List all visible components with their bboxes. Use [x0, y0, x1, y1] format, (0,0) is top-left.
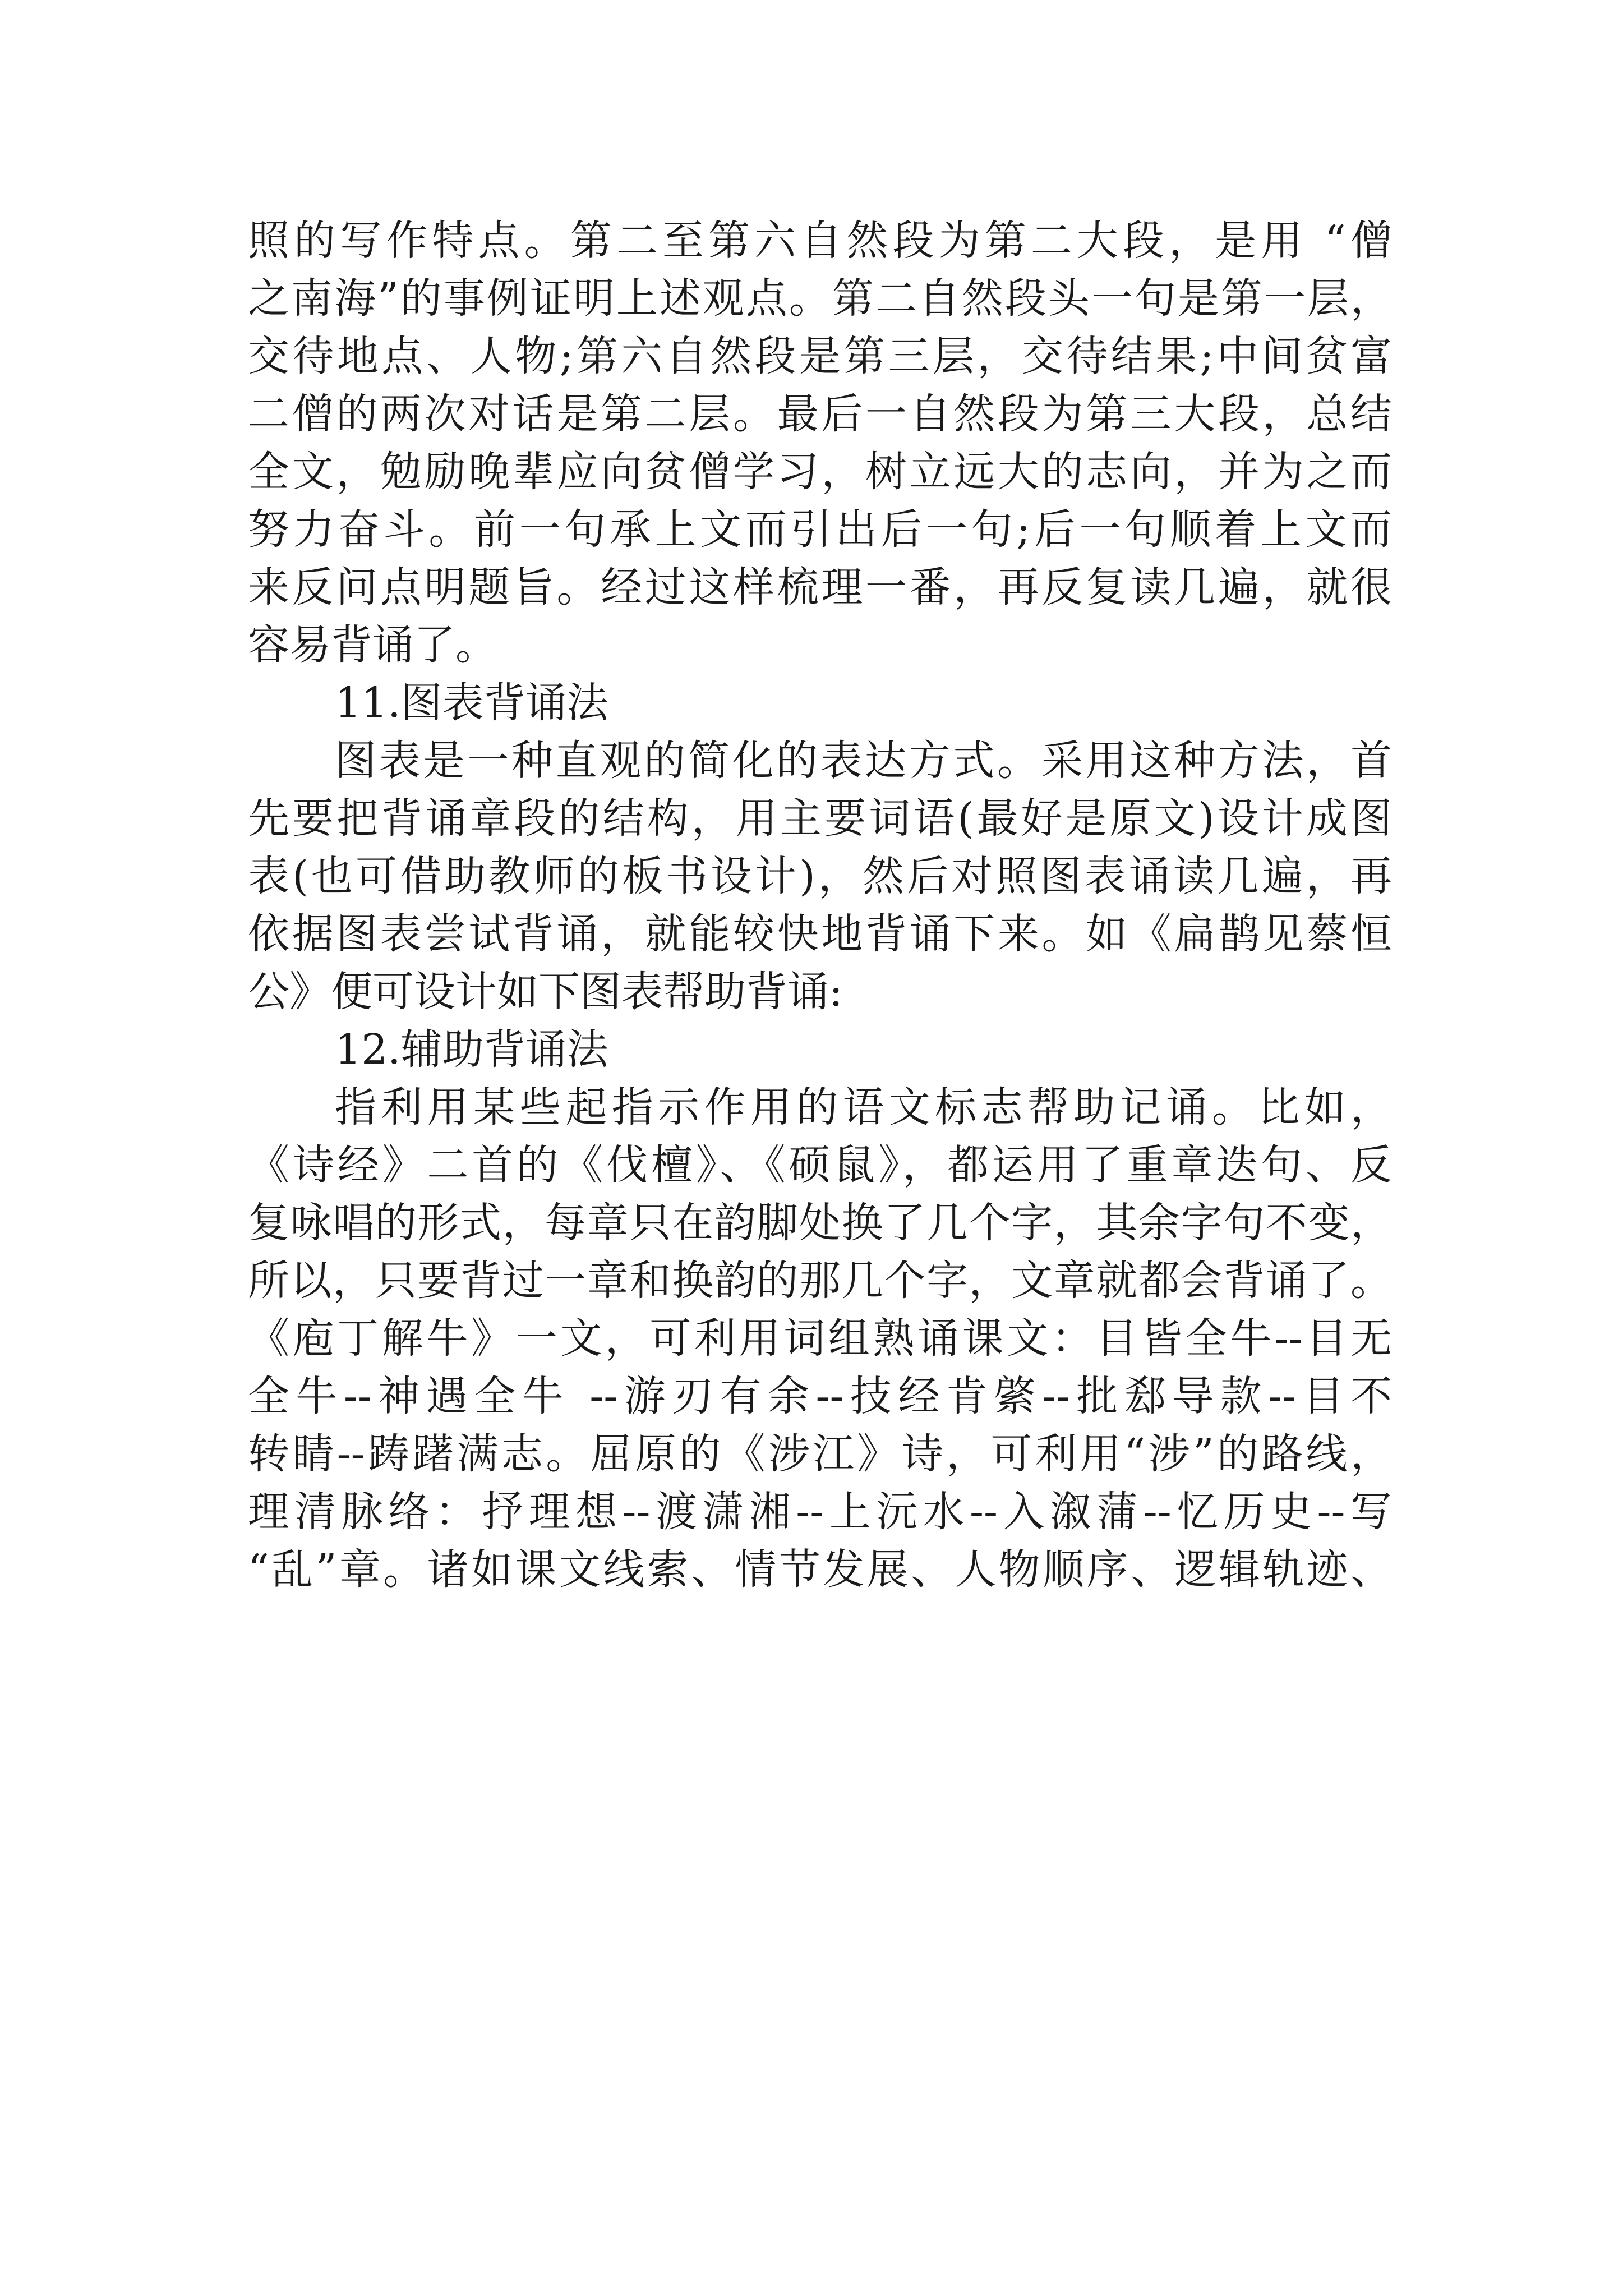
text-line: 依据图表尝试背诵，就能较快地背诵下来。如《扁鹊见蔡恒 [248, 910, 1392, 958]
text-line: 努力奋斗。前一句承上文而引出后一句;后一句顺着上文而 [248, 505, 1392, 554]
text-line: 理清脉络：抒理想--渡潇湘--上沅水--入溆蒲--忆历史--写 [248, 1488, 1392, 1536]
text-line: 容易背诵了。 [248, 621, 497, 669]
text-line: 二僧的两次对话是第二层。最后一自然段为第三大段，总结 [248, 390, 1392, 438]
text-line: 转睛--踌躇满志。屈原的《涉江》诗，可利用“涉”的路线， [248, 1430, 1392, 1478]
text-line: 公》便可设计如下图表帮助背诵: [248, 968, 843, 1016]
text-line: 先要把背诵章段的结构，用主要词语(最好是原文)设计成图 [248, 794, 1392, 843]
text-line: 来反问点明题旨。经过这样梳理一番，再反复读几遍，就很 [248, 563, 1392, 611]
body-text [248, 212, 1392, 1599]
text-line: 图表是一种直观的简化的表达方式。采用这种方法，首 [335, 737, 1392, 785]
text-line: 所以，只要背过一章和换韵的那几个字，文章就都会背诵了。 [248, 1257, 1392, 1305]
text-line: 之南海”的事例证明上述观点。第二自然段头一句是第一层， [248, 274, 1392, 323]
text-line: 复咏唱的形式，每章只在韵脚处换了几个字，其余字句不变， [248, 1199, 1392, 1247]
text-line: 交待地点、人物;第六自然段是第三层，交待结果;中间贫富 [248, 332, 1392, 380]
text-line: “乱”章。诸如课文线索、情节发展、人物顺序、逻辑轨迹、 [248, 1545, 1392, 1594]
text-line: 《庖丁解牛》一文，可利用词组熟诵课文：目皆全牛--目无 [248, 1314, 1392, 1363]
section-heading: 12.辅助背诵法 [335, 1025, 608, 1074]
text-line: 表(也可借助教师的板书设计)，然后对照图表诵读几遍，再 [248, 852, 1392, 900]
text-line: 全牛--神遇全牛 --游刃有余--技经肯綮--批郄导款--目不 [248, 1372, 1392, 1420]
text-line: 照的写作特点。第二至第六自然段为第二大段，是用 “僧 [248, 217, 1392, 265]
section-heading: 11.图表背诵法 [335, 679, 608, 727]
text-line: 《诗经》二首的《伐檀》、《硕鼠》，都运用了重章迭句、反 [248, 1141, 1392, 1189]
text-line: 全文，勉励晚辈应向贫僧学习，树立远大的志向，并为之而 [248, 448, 1392, 496]
text-line: 指利用某些起指示作用的语文标志帮助记诵。比如， [335, 1083, 1392, 1131]
